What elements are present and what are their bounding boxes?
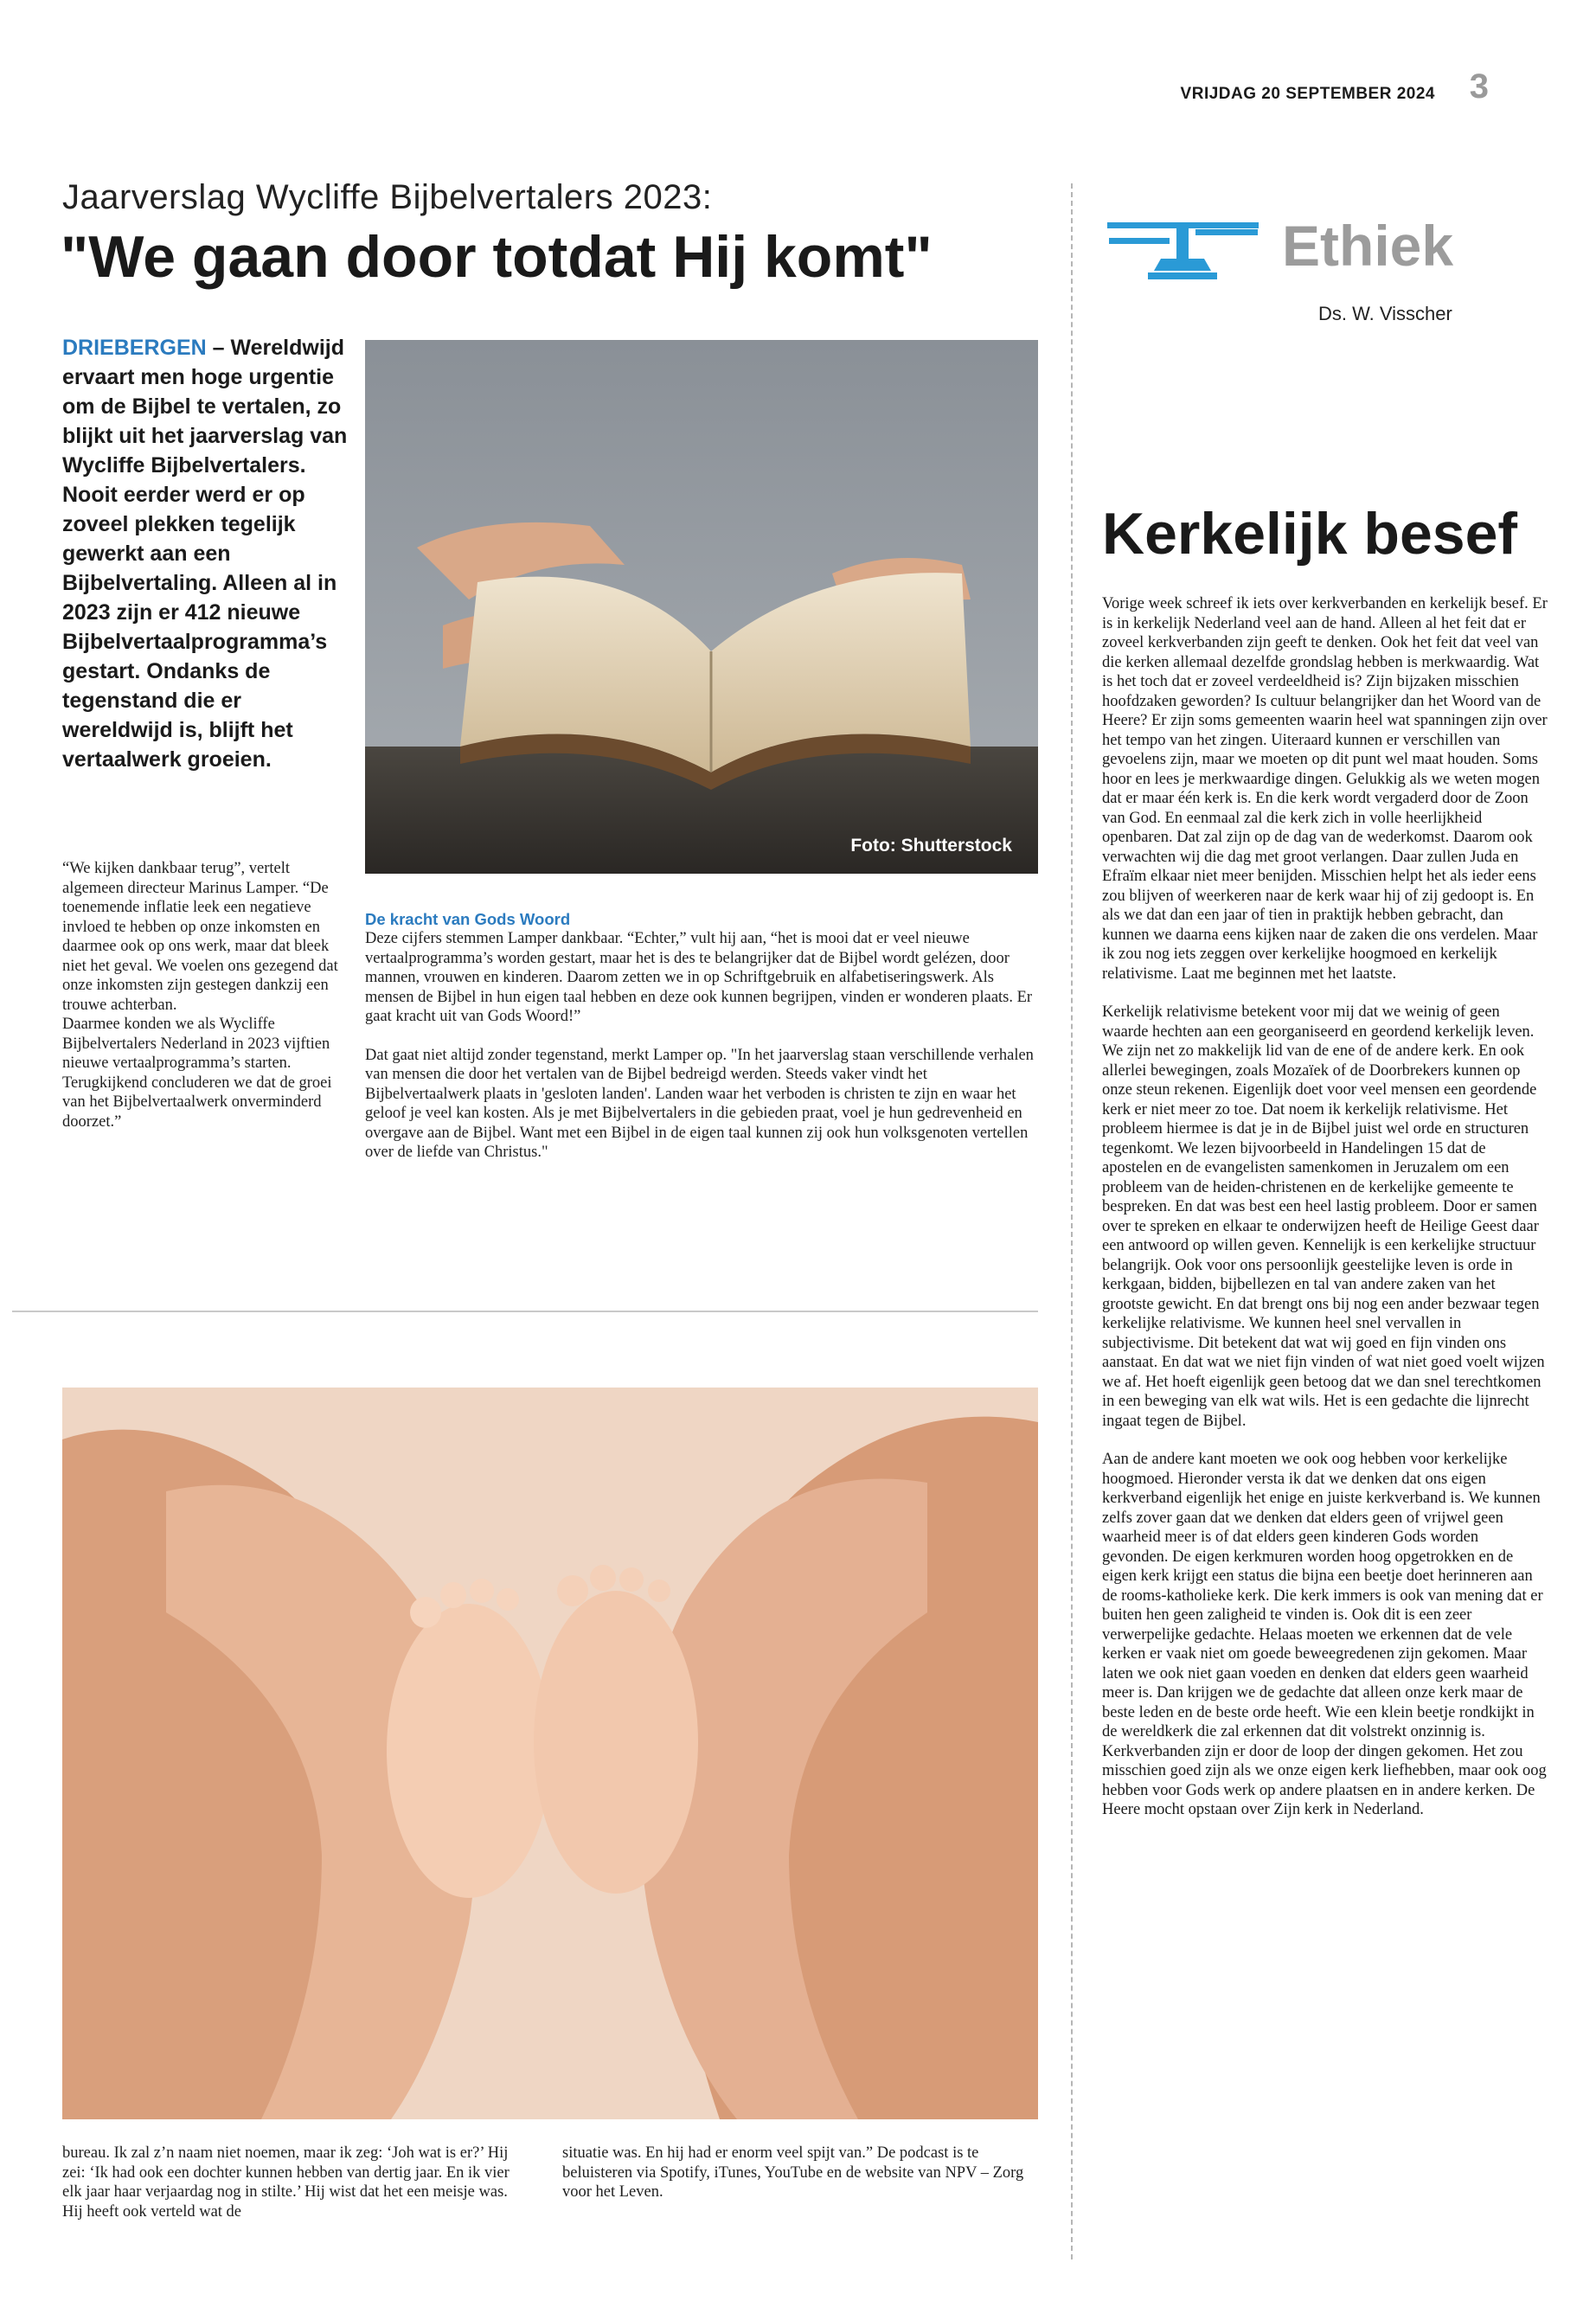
section-divider: [12, 1311, 1038, 1312]
dateline-dash: –: [206, 336, 231, 360]
photo-credit: Foto: Shutterstock: [850, 836, 1012, 856]
article-kicker: Jaarverslag Wycliffe Bijbelvertalers 2023:: [62, 178, 713, 216]
article-column-1: [62, 859, 339, 1131]
article-subhead: De kracht van Gods Woord: [365, 910, 571, 928]
baby-feet-photo: [62, 1388, 1038, 2119]
baby-feet-illustration: [62, 1388, 1038, 2119]
col2-paragraph-1: Deze cijfers stemmen Lamper dankbaar. “Echter,” vult hij aan, “het is mooi dat er veel nieuwe vertaalprogramma’s worden gestart, maar het is des te belangrijker dat de Bijbel wordt gelézen, door mannen, vrouwen en kinderen. Daarom zetten we in op Schriftgebruik en alfabetiseringswerk. Als mensen de Bijbel in hun eigen taal hebben en deze ook kunnen begrijpen, vinden er wonderen plaats. Er gaat kracht uit van Gods Woord!”: [365, 930, 1033, 1025]
column-paragraph-3: Aan de andere kant moeten we ook oog hebben voor kerkelijke hoogmoed. Hieronder versta ik dat we denken dat ons eigen kerkverband eigenlijk het enige en juiste kerkverband is. We kunnen zelfs zover gaan dat we denken dat elders geen of vrijwel geen waarheid meer is of dat elders geen kinderen Gods worden gevonden. De eigen kerkmuren worden hoog opgetrokken en de eigen kerk krijgt een status die bijna een beetje doet herinneren aan de rooms-katholieke kerk. Die kerk immers is ook van mening dat er buiten hen geen zaligheid te vinden is. Ook dit is een zeer verwerpelijke gedachte. Helaas moeten we erkennen dat de vele kerken er vaak niet om goede beweegredenen zijn gekomen. Maar laten we ook niet gaan voeden en denken dat elders geen waarheid meer is. Dan krijgen we de gedachte dat alleen onze kerk maar de beste leden en de beste orde heeft. Wie een klein beetje rondkijkt in de wereldkerk die zal erkennen dat dit volstrekt onzinnig is. Kerkverbanden zijn er door de loop der dingen gekomen. Het zou misschien goed zijn als we onze eigen kerk liefhebben, maar ook oog hebben voor Gods werk op andere plaatsen en in andere kerken. De Heere mocht opstaan over Zijn kerk in Nederland.: [1102, 1451, 1547, 1818]
page-number: 3: [1469, 67, 1489, 106]
article-intro: [62, 333, 348, 774]
col2-paragraph-2: Dat gaat niet altijd zonder tegenstand, merkt Lamper op. "In het jaarverslag staan verschillende verhalen van mensen die door het vertalen van de Bijbel bedreigd werden. Steeds vaker vindt het Bijbelvertaalwerk plaats in 'gesloten landen'. Landen waar het verboden is christen te zijn en waar het geloof je veel kan kosten. Als je met Bijbelvertalers in die gebieden praat, voel je hun gedrevenheid en overgave aan de Bijbel. Want met een Bijbel in de eigen taal kunnen zij ook hun volksgenoten vertellen over de liefde van Christus.": [365, 1046, 1034, 1161]
column-paragraph-1: Vorige week schreef ik iets over kerkverbanden en kerkelijk besef. Er is in kerkelijk Nederland veel aan de hand. Alleen al het feit dat er zoveel kerkverbanden zijn geeft te denken. Ook het feit dat veel van die kerken allemaal dezelfde grondslag hebben is merkwaardig. Wat is het toch dat er zoveel verdeeldheid is? Zijn bijzaken misschien hoofdzaken geworden? Is cultuur belangrijker dan het Woord van de Heere? Er zijn soms gemeenten waarin heel wat spanningen zijn over het tempo van het zingen. Uiteraard kunnen er verschillen van gevoelens zijn, maar we moeten op dit punt wel maat houden. Soms hoor en lees je merkwaardige dingen. Gelukkig als we weten mogen dat er maar één kerk is. En die kerk wordt vergaderd door de Zoon van God. En eenmaal zal die kerk zich in volle heerlijkheid openbaren. Dat zal zijn op de dag van de wederkomst. Daarom ook verwachten wij die dag met groot verlangen. Daar zullen Juda en Efraïm elkaar niet meer benijden. Misschien helpt het als ieder eens zou blijven of weerkeren naar de kerk waar hij of zij gedoopt is. En als we dat dan een jaar of tien in praktijk hebben gebracht, dan kunnen we daarna eens kijken naar de zaken die ons verdelen. Maar ik zou nog iets zeggen over kerkelijke hoogmoed en kerkelijk relativisme. Laat me beginnen met het laatste.: [1102, 595, 1548, 983]
column-divider: [1071, 183, 1073, 2259]
continuation-text-right: situatie was. En hij had er enorm veel spijt van.” De podcast is te beluisteren via Spotify, iTunes, YouTube en de website van NPV – Zorg voor het Leven.: [562, 2144, 1024, 2201]
article-column-2: [365, 929, 1040, 1163]
column-body: [1102, 594, 1548, 1820]
column-author: Ds. W. Visscher: [1318, 303, 1452, 324]
col1-paragraph-1: “We kijken dankbaar terug”, vertelt algemeen directeur Marinus Lamper. “De toenemende inflatie leek een negatieve invloed te hebben op onze inkomsten en daarmee ook op ons werk, maar dat bleek niet het geval. We voelen ons gezegend dat onze inkomsten zijn gestegen dankzij een trouwe achterban.: [62, 860, 338, 1014]
intro-text: Wereldwijd ervaart men hoge urgentie om de Bijbel te vertalen, zo blijkt uit het jaarverslag van Wycliffe Bijbelvertalers. Nooit eerder werd er op zoveel plekken tegelijk gewerkt aan een Bijbelvertaling. Alleen al in 2023 zijn er 412 nieuwe Bijbelvertaalprogramma’s gestart. Ondanks de tegenstand die er wereldwijd is, blijft het vertaalwerk groeien.: [62, 336, 348, 772]
article-headline: "We gaan door totdat Hij komt": [61, 224, 933, 290]
column-title: Kerkelijk besef: [1102, 501, 1518, 567]
scale-icon: [1100, 210, 1265, 288]
column-paragraph-2: Kerkelijk relativisme betekent voor mij dat we weinig of geen waarde hechten aan een georganiseerd en geordend kerkelijk leven. We zijn net zo makkelijk lid van de ene of de andere kerk. En ook allerlei bewegingen, zoals Mozaïek of de Doorbrekers kunnen op onze steun rekenen. Eigenlijk doet voor veel mensen een geordende kerk er niet meer zo toe. Dat noem ik kerkelijk relativisme. Het probleem hiermee is dat je in de Bijbel juist wel orde en structuren tegenkomt. We lezen bijvoorbeeld in Handelingen 15 dat de apostelen en de evangelisten samenkomen in Jeruzalem om een probleem van de heiden-christenen en de kerkelijke gemeente te bespreken. En dat was best een heel lastig probleem. Door er samen over te spreken en elkaar te onderwijzen heeft de Heilige Geest daar een antwoord op willen geven. Kennelijk is een kerkelijke structuur belangrijk. Ook voor ons persoonlijk geestelijke leven is orde in kerkgaan, bidden, bijbellezen en tal van andere zaken van het grootste gewicht. En dat brengt ons bij nog een ander bezwaar tegen kerkelijke relativisme. We kunnen heel snel vervallen in subjectivisme. Dit betekent dat wat wij goed en fijn vinden ons aanstaat. En dat wat we niet fijn vinden of wat niet goed voelt wijzen we af. Het hoeft eigenlijk geen betoog dat we dan snel terechtkomen in een beweging van elk wat wils. Het is een gedachte die lijnrecht ingaat tegen de Bijbel.: [1102, 1003, 1545, 1430]
issue-date: VRIJDAG 20 SEPTEMBER 2024: [1180, 85, 1435, 103]
bible-reading-photo: [365, 340, 1038, 874]
section-title: Ethiek: [1282, 214, 1454, 278]
col1-paragraph-2: Daarmee konden we als Wycliffe Bijbelvertalers Nederland in 2023 vijftien nieuwe vertaalprogramma’s starten. Terugkijkend concluderen we dat de groei van het Bijbelvertaalwerk onverminderd doorzet.”: [62, 1016, 332, 1131]
dateline: DRIEBERGEN: [62, 336, 207, 360]
bible-reading-illustration: [365, 340, 1038, 874]
continuation-text-left: bureau. Ik zal z’n naam niet noemen, maar ik zeg: ‘Joh wat is er?’ Hij zei: ‘Ik had ook een dochter kunnen hebben van dertig jaar. En ik vier elk jaar haar verjaardag nog in stilte.’ Hij wist dat het een meisje was. Hij heeft ook verteld wat de: [62, 2144, 510, 2221]
